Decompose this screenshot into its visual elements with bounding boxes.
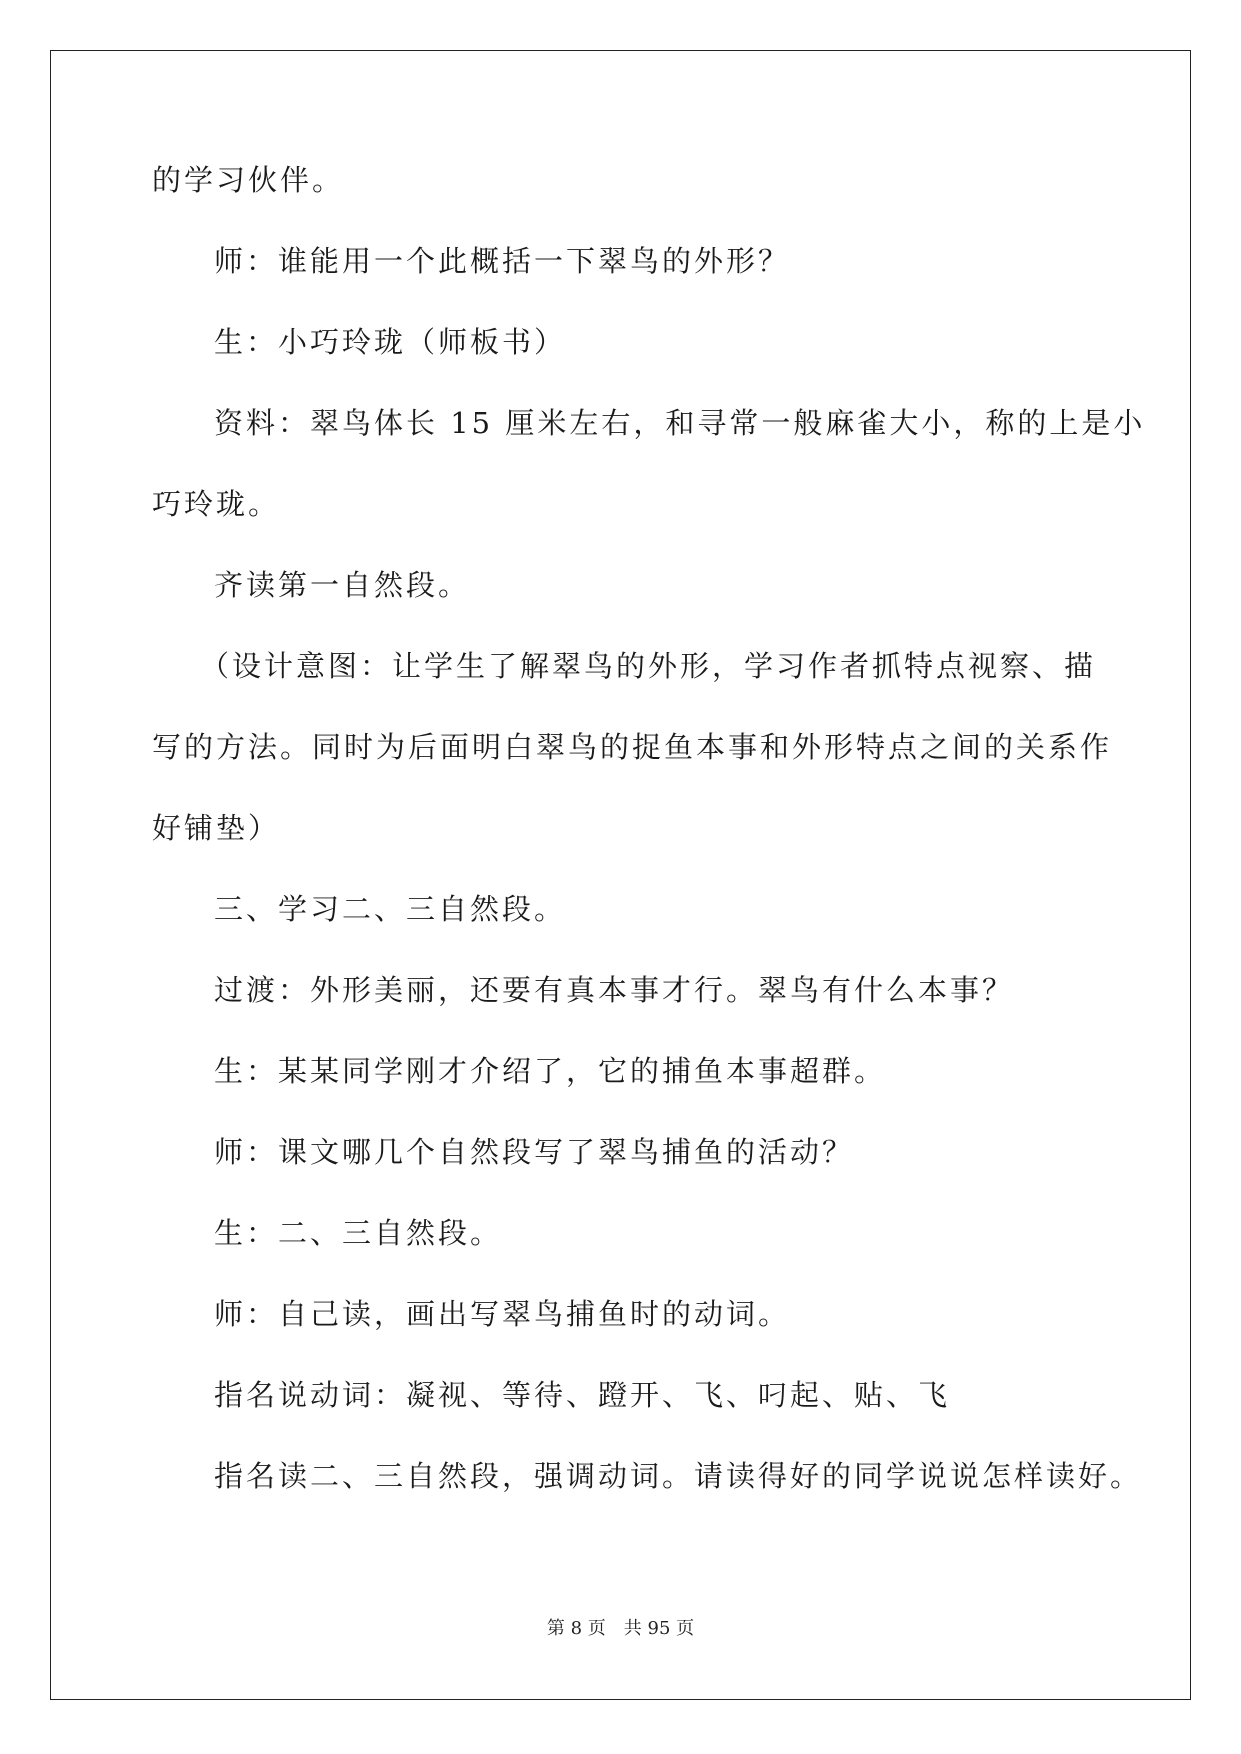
paragraph-line: 师：自己读，画出写翠鸟捕鱼时的动词。 <box>214 1297 791 1331</box>
paragraph-line: 资料：翠鸟体长 15 厘米左右，和寻常一般麻雀大小，称的上是小 <box>214 406 1146 440</box>
paragraph-line: 好铺垫） <box>152 811 281 845</box>
paragraph-line: 齐读第一自然段。 <box>214 568 471 602</box>
paragraph-line: 师：课文哪几个自然段写了翠鸟捕鱼的活动？ <box>214 1135 855 1169</box>
paragraph-line: 三、学习二、三自然段。 <box>214 892 567 926</box>
paragraph-line: 生：二、三自然段。 <box>214 1216 503 1250</box>
paragraph-line: 的学习伙伴。 <box>152 163 345 197</box>
document-body <box>152 162 1146 1539</box>
paragraph-line: 巧玲珑。 <box>152 487 281 521</box>
paragraph-line: 生：小巧玲珑（师板书） <box>214 325 567 359</box>
paragraph-line: 写的方法。同时为后面明白翠鸟的捉鱼本事和外形特点之间的关系作 <box>152 730 1113 764</box>
paragraph-line: 过渡：外形美丽，还要有真本事才行。翠鸟有什么本事？ <box>214 973 1015 1007</box>
paragraph-line: 指名读二、三自然段，强调动词。请读得好的同学说说怎样读好。 <box>214 1459 1143 1493</box>
paragraph-line: 师：谁能用一个此概括一下翠鸟的外形？ <box>214 244 791 278</box>
paragraph-line: （设计意图：让学生了解翠鸟的外形，学习作者抓特点视察、描 <box>200 649 1097 683</box>
paragraph-line: 生：某某同学刚才介绍了，它的捕鱼本事超群。 <box>214 1054 887 1088</box>
paragraph-line: 指名说动词：凝视、等待、蹬开、飞、叼起、贴、飞 <box>214 1378 951 1412</box>
page-number-footer: 第 8 页 共 95 页 <box>546 1618 695 1639</box>
